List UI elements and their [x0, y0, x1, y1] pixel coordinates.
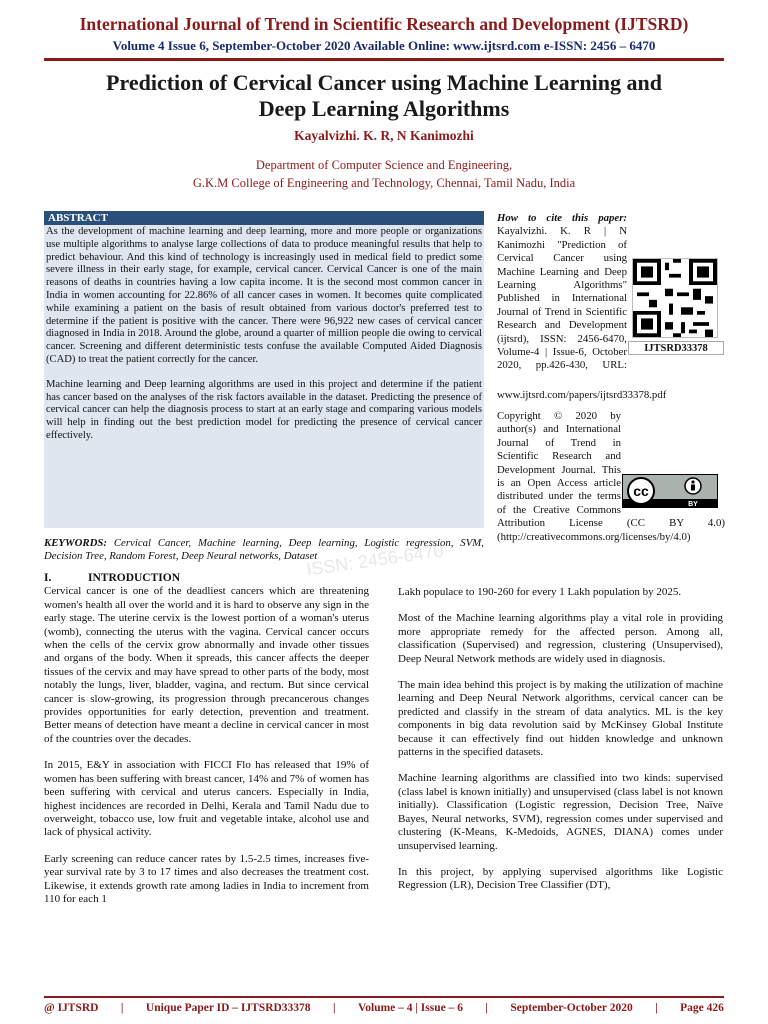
body-paragraph: Machine learning algorithms are classified into two kinds: supervised (class label is known initially) and unsupervised (class label is not known initially). Classification (Logistic regression, Decision Tree, Naïve Bayes, Neural networks, SVM), regression comes under supervised and clustering (K-Means, K-Medoids, AGNES, DIANA) comes under unsupervised learning.: [398, 772, 723, 852]
footer-separator: |: [120, 1002, 124, 1014]
keywords: [44, 537, 484, 563]
abstract-heading: ABSTRACT: [44, 211, 484, 225]
footer-journal: @ IJTSRD: [44, 1002, 99, 1014]
body-paragraph: In 2015, E&Y in association with FICCI Flo has released that 19% of women has been suffering with breast cancer, 14% and 7% of women has been suffering with cervical and uterus cancers. Especially in India, highest incidences are recorded in Delhi, Kerala and Tamil Nadu due to overweight, tobacco use, low fruit and vegetable intake, alcohol use and lack of physical activity.: [44, 759, 369, 839]
abstract-paragraph: Machine learning and Deep learning algorithms are used in this project and determine if the patient has cancer based on the analyses of the risk factors available in the dataset. Predicting the presence of cervical cancer can help the diagnosis process to start at an early stage and comparing various models will help in finding out the best prediction model for predicting the presence of cervical cancer effectively.: [46, 378, 482, 441]
qr-label: IJTSRD33378: [628, 341, 724, 355]
footer-date: September-October 2020: [510, 1002, 633, 1014]
citation-text: Kayalvizhi. K. R | N Kanimozhi "Prediction of Cervical Cancer using Machine Learning and Deep Learning Algorithms" Published in International Journal of Trend in Scientific Research and Development (ijtsrd), ISSN: 2456-6470, Volume-4 | Issue-6, October 2020, pp.426-430, URL: www.ijtsrd.com/papers/ijtsrd33378.pdf: [497, 225, 667, 401]
page-footer: [44, 1002, 724, 1014]
abstract-text: [46, 226, 482, 443]
journal-title: International Journal of Trend in Scientific Research and Development (IJTSRD): [79, 14, 689, 34]
affiliation-college: G.K.M College of Engineering and Technology, Chennai, Tamil Nadu, India: [192, 176, 576, 190]
journal-volume-line: Volume 4 Issue 6, September-October 2020 Available Online: www.ijtsrd.com e-ISSN: 2456 – 6470: [112, 38, 656, 53]
footer-separator: |: [485, 1002, 488, 1014]
body-paragraph: Early screening can reduce cancer rates by 1.5-2.5 times, increases five-year survival rate by 3 to 17 times and also decreases the treatment cost. Likewise, it extends growth rate among ladies in India to increment from 110 for each 1: [44, 852, 369, 905]
footer-page: Page 426: [680, 1002, 724, 1014]
footer-separator: |: [333, 1002, 336, 1014]
footer-volume-issue: Volume – 4 | Issue – 6: [357, 1002, 463, 1014]
cc-by-license-icon: [622, 474, 718, 508]
citation-label: How to cite this paper:: [497, 212, 627, 224]
body-paragraph: Lakh populace to 190-260 for every 1 Lakh population by 2025.: [398, 586, 682, 598]
cc-badge-by-text: BY: [688, 501, 698, 507]
copyright-text: Copyright © 2020 by author(s) and International Journal of Trend in Scientific Research and Development Journal. This is an Open Access article distributed under the terms of the Creative Commons Attribution License (CC BY 4.0) (http://creativecommons.org/licenses/by/4.0): [497, 410, 725, 543]
header-rule: [44, 58, 724, 61]
footer-rule: [44, 996, 724, 998]
body-paragraph: The main idea behind this project is by making the utilization of machine learning and Deep Neural Network algorithms, cervical cancer can be predicted and classify in the stream of data analytics. ML is the key components in big data revolution said by McKinsey Global Institute because it can effectively find out hidden knowledge and unknown patterns in the specified datasets.: [398, 679, 723, 759]
body-paragraph: Most of the Machine learning algorithms play a vital role in providing more appropriate remedy for the affected person. Among all, classification (Supervised) and regression, clustering (Unsupervised), Deep Neural Network methods are widely used in diagnosis.: [398, 612, 723, 665]
footer-paper-id: Unique Paper ID – IJTSRD33378: [145, 1002, 311, 1014]
body-paragraph: In this project, by applying supervised algorithms like Logistic Regression (LR), Decision Tree Classifier (DT),: [398, 865, 723, 892]
body-right-column: [398, 586, 723, 906]
abstract-paragraph: As the development of machine learning and deep learning, more and more people or organizations use multiple algorithms to analyse large collections of data to produce meaningful results that help to predict behaviour. And this kind of technology is increasingly used in medical field to predict some severe illness in their early stage, for example, cervical cancer. Cervical Cancer is one of the main reasons of deaths in countries having a low capita income. It is the second most common cancer in India in women accounting for 22.86% of all cancer cases in women. It becomes quite complicated while examining a patient on the basis of result obtained from various doctor's preferred test to determine if the patient is positive with the cancer. There were 96,922 new cases of cervical cancer diagnosed in India in 2018. Around the globe, around a quarter of million people die owing to cervical cancer. Screening and different deterministic tests confuse the available Computed Aided Diagnosis (CAD) to treat the patient correctly for the cancer.: [46, 226, 482, 365]
keywords-label: KEYWORDS:: [44, 537, 107, 549]
body-left-column: [44, 572, 369, 919]
paper-title: Prediction of Cervical Cancer using Machine Learning and Deep Learning Algorithms: [106, 70, 662, 121]
affiliation-dept: Department of Computer Science and Engineering,: [255, 158, 513, 172]
footer-separator: |: [655, 1002, 658, 1014]
affiliation: [0, 156, 768, 192]
qr-code: [632, 258, 718, 338]
paper-authors: Kayalvizhi. K. R, N Kanimozhi: [294, 128, 474, 143]
keywords-text: Cervical Cancer, Machine learning, Deep learning, Logistic regression, SVM, Decision Tree, Random Forest, Deep Neural networks, Dataset: [44, 537, 484, 562]
section-heading: [44, 572, 369, 585]
section-title: INTRODUCTION: [88, 572, 181, 584]
body-paragraph: Cervical cancer is one of the deadliest cancers which are threatening women's health all over the world and it is hard to observe any sign in the early stage. The uterine cervix is the lowest portion of a woman's uterus (womb), connecting the uterus with the vagina. Cervical cancer occurs when the cells of the cervix grow abnormally and invade other tissues and organs of the body. When it spreads, this cancer affects the deeper tissues of the cervix and may have spread to other parts of the body, most notably the lungs, liver, bladder, vagina, and rectum. But since cervical cancer is slow-growing, its progression through precancerous changes provides opportunities for early detection, prevention and treatment. Better means of detection have meant a decline in cervical cancer in most of the countries over the decades.: [44, 585, 369, 745]
watermark: ISSN: 2456-6470: [305, 540, 445, 580]
cc-badge-cc-text: cc: [633, 483, 649, 499]
section-number: I.: [44, 572, 52, 584]
